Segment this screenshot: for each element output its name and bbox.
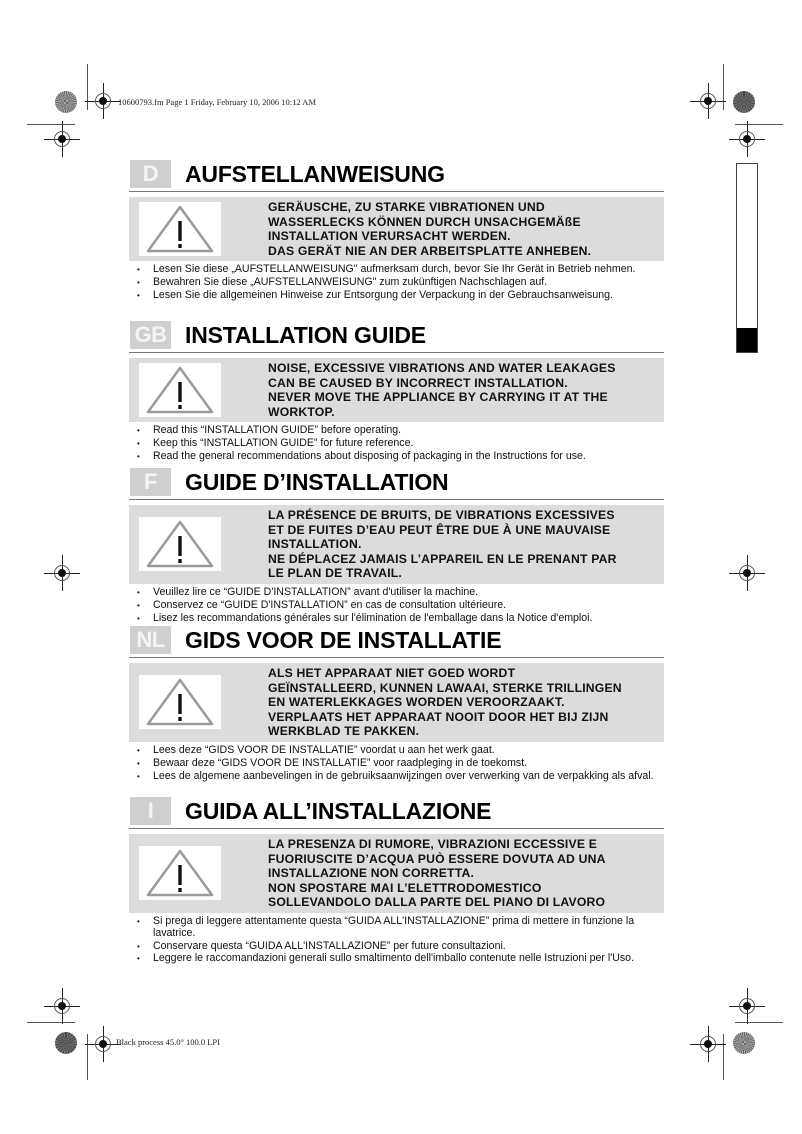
section-i <box>129 794 664 966</box>
thumb-index-tab <box>736 163 758 353</box>
warning-line: SOLLEVANDOLO DALLA PARTE DEL PIANO DI LAVORO <box>268 895 606 910</box>
section-gb <box>129 318 664 464</box>
warning-triangle-icon <box>139 517 221 571</box>
instruction-item: • Bewaar deze “GIDS VOOR DE INSTALLATIE” voor raadpleging in de toekomst. <box>129 758 664 770</box>
warning-text <box>268 666 622 739</box>
instruction-item: • Lesen Sie diese „AUFSTELLANWEISUNG" aufmerksam durch, bevor Sie Ihr Gerät in Betrieb nehmen. <box>129 264 664 276</box>
warning-triangle-svg <box>145 848 215 898</box>
section-nl <box>129 623 664 783</box>
warning-triangle-icon <box>139 202 221 256</box>
warning-triangle-svg <box>145 204 215 254</box>
instruction-list <box>129 745 664 782</box>
section-title: GUIDE D’INSTALLATION <box>185 469 449 495</box>
registration-mark-icon <box>690 1026 726 1062</box>
instruction-item: • Si prega di leggere attentamente questa “GUIDA ALL'INSTALLAZIONE” prima di mettere in funzione la lavatrice. <box>129 916 664 940</box>
language-badge: I <box>130 797 171 825</box>
warning-line: VERPLAATS HET APPARAAT NOOIT DOOR HET BIJ ZIJN <box>268 709 609 724</box>
section-header <box>129 318 664 353</box>
registration-mark-icon <box>44 121 80 157</box>
warning-line: CAN BE CAUSED BY INCORRECT INSTALLATION. <box>268 375 568 390</box>
registration-mark-icon <box>729 121 765 157</box>
warning-triangle-icon <box>139 363 221 417</box>
warning-text <box>268 200 591 258</box>
warning-line: NE DÉPLACEZ JAMAIS L’APPAREIL EN LE PRENANT PAR <box>268 551 617 566</box>
registration-mark-icon <box>729 988 765 1024</box>
trim-line <box>735 1022 783 1023</box>
instruction-item: • Lees deze “GIDS VOOR DE INSTALLATIE” voordat u aan het werk gaat. <box>129 745 664 757</box>
warning-line: NEVER MOVE THE APPLIANCE BY CARRYING IT AT THE <box>268 390 608 405</box>
warning-line: NON SPOSTARE MAI L’ELETTRODOMESTICO <box>268 880 542 895</box>
color-bar-circle-top-left <box>55 91 77 113</box>
warning-line: WERKBLAD TE PAKKEN. <box>268 724 420 739</box>
warning-triangle-icon <box>139 846 221 900</box>
registration-mark-icon <box>44 988 80 1024</box>
section-header <box>129 465 664 500</box>
warning-line: INSTALLATION. <box>268 537 362 552</box>
language-badge: F <box>130 468 171 496</box>
instruction-item: • Leggere le raccomandazioni generali sullo smaltimento dell'imballo contenute nelle Istruzioni per l'Uso. <box>129 953 664 965</box>
warning-text <box>268 508 617 581</box>
warning-line: WASSERLECKS KÖNNEN DURCH UNSACHGEMÄßE <box>268 214 581 229</box>
warning-triangle-svg <box>145 365 215 415</box>
language-badge: D <box>130 160 171 188</box>
section-d <box>129 157 664 303</box>
warning-box <box>129 663 664 742</box>
color-bar-circle-bottom-right <box>733 1032 755 1054</box>
language-badge: GB <box>130 321 171 349</box>
footer-slug: Black process 45.0° 100.0 LPI <box>116 1037 220 1047</box>
warning-line: GERÄUSCHE, ZU STARKE VIBRATIONEN UND <box>268 200 545 214</box>
header-slug: 10600793.fm Page 1 Friday, February 10, 2006 10:12 AM <box>118 97 317 107</box>
instruction-list <box>129 264 664 301</box>
section-title: GUIDA ALL’INSTALLAZIONE <box>185 798 492 824</box>
warning-triangle-svg <box>145 677 215 727</box>
warning-triangle-svg <box>145 519 215 569</box>
instruction-item: • Bewahren Sie diese „AUFSTELLANWEISUNG" zum zukünftigen Nachschlagen auf. <box>129 277 664 289</box>
warning-line: LA PRESENZA DI RUMORE, VIBRAZIONI ECCESSIVE E <box>268 837 598 851</box>
thumb-index-marker <box>737 328 757 352</box>
color-bar-circle-bottom-left <box>55 1032 77 1054</box>
instruction-list <box>129 916 664 965</box>
section-header <box>129 794 664 829</box>
warning-line: LE PLAN DE TRAVAIL. <box>268 566 403 581</box>
section-header <box>129 157 664 192</box>
instruction-item: • Keep this “INSTALLATION GUIDE” for future reference. <box>129 438 664 450</box>
warning-text <box>268 361 616 419</box>
warning-line: INSTALLATION VERURSACHT WERDEN. <box>268 229 511 244</box>
warning-line: WORKTOP. <box>268 404 335 419</box>
instruction-item: • Read this “INSTALLATION GUIDE” before operating. <box>129 425 664 437</box>
warning-line: EN WATERLEKKAGES WORDEN VEROORZAAKT. <box>268 695 565 710</box>
section-f <box>129 465 664 625</box>
warning-line: LA PRÉSENCE DE BRUITS, DE VIBRATIONS EXCESSIVES <box>268 508 615 522</box>
warning-box <box>129 358 664 422</box>
warning-line: ET DE FUITES D’EAU PEUT ÊTRE DUE À UNE MAUVAISE <box>268 522 611 537</box>
language-badge: NL <box>130 626 171 654</box>
instruction-item: • Conservare questa “GUIDA ALL'INSTALLAZIONE” per future consultazioni. <box>129 941 664 953</box>
section-header <box>129 623 664 658</box>
instruction-item: • Lees de algemene aanbevelingen in de gebruiksaanwijzingen over verwerking van de verpakking als afval. <box>129 771 664 783</box>
warning-line: NOISE, EXCESSIVE VIBRATIONS AND WATER LEAKAGES <box>268 361 616 375</box>
registration-mark-icon <box>44 555 80 591</box>
instruction-item: • Conservez ce “GUIDE D'INSTALLATION” en cas de consultation ultérieure. <box>129 600 664 612</box>
section-title: INSTALLATION GUIDE <box>185 322 426 348</box>
trim-line <box>27 1022 75 1023</box>
color-bar-circle-top-right <box>733 91 755 113</box>
warning-line: ALS HET APPARAAT NIET GOED WORDT <box>268 666 516 680</box>
warning-line: DAS GERÄT NIE AN DER ARBEITSPLATTE ANHEBEN. <box>268 243 592 258</box>
warning-box <box>129 197 664 261</box>
instruction-item: • Lisez les recommandations générales sur l'élimination de l'emballage dans la Notice d'emploi. <box>129 613 664 625</box>
instruction-list <box>129 425 664 462</box>
registration-mark-icon <box>690 83 726 119</box>
warning-line: GEÏNSTALLEERD, KUNNEN LAWAAI, STERKE TRILLINGEN <box>268 680 622 695</box>
section-title: GIDS VOOR DE INSTALLATIE <box>185 627 502 653</box>
registration-mark-icon <box>729 555 765 591</box>
instruction-list <box>129 587 664 624</box>
warning-line: INSTALLAZIONE NON CORRETTA. <box>268 866 475 881</box>
instruction-item: • Lesen Sie die allgemeinen Hinweise zur Entsorgung der Verpackung in der Gebrauchsanweisung. <box>129 290 664 302</box>
warning-box <box>129 834 664 913</box>
section-title: AUFSTELLANWEISUNG <box>185 161 445 187</box>
registration-mark-icon <box>85 83 121 119</box>
instruction-item: • Veuillez lire ce “GUIDE D'INSTALLATION” avant d'utiliser la machine. <box>129 587 664 599</box>
warning-box <box>129 505 664 584</box>
warning-triangle-icon <box>139 675 221 729</box>
warning-text <box>268 837 606 910</box>
warning-line: FUORIUSCITE D’ACQUA PUÒ ESSERE DOVUTA AD UNA <box>268 851 606 866</box>
instruction-item: • Read the general recommendations about disposing of packaging in the Instructions for use. <box>129 451 664 463</box>
